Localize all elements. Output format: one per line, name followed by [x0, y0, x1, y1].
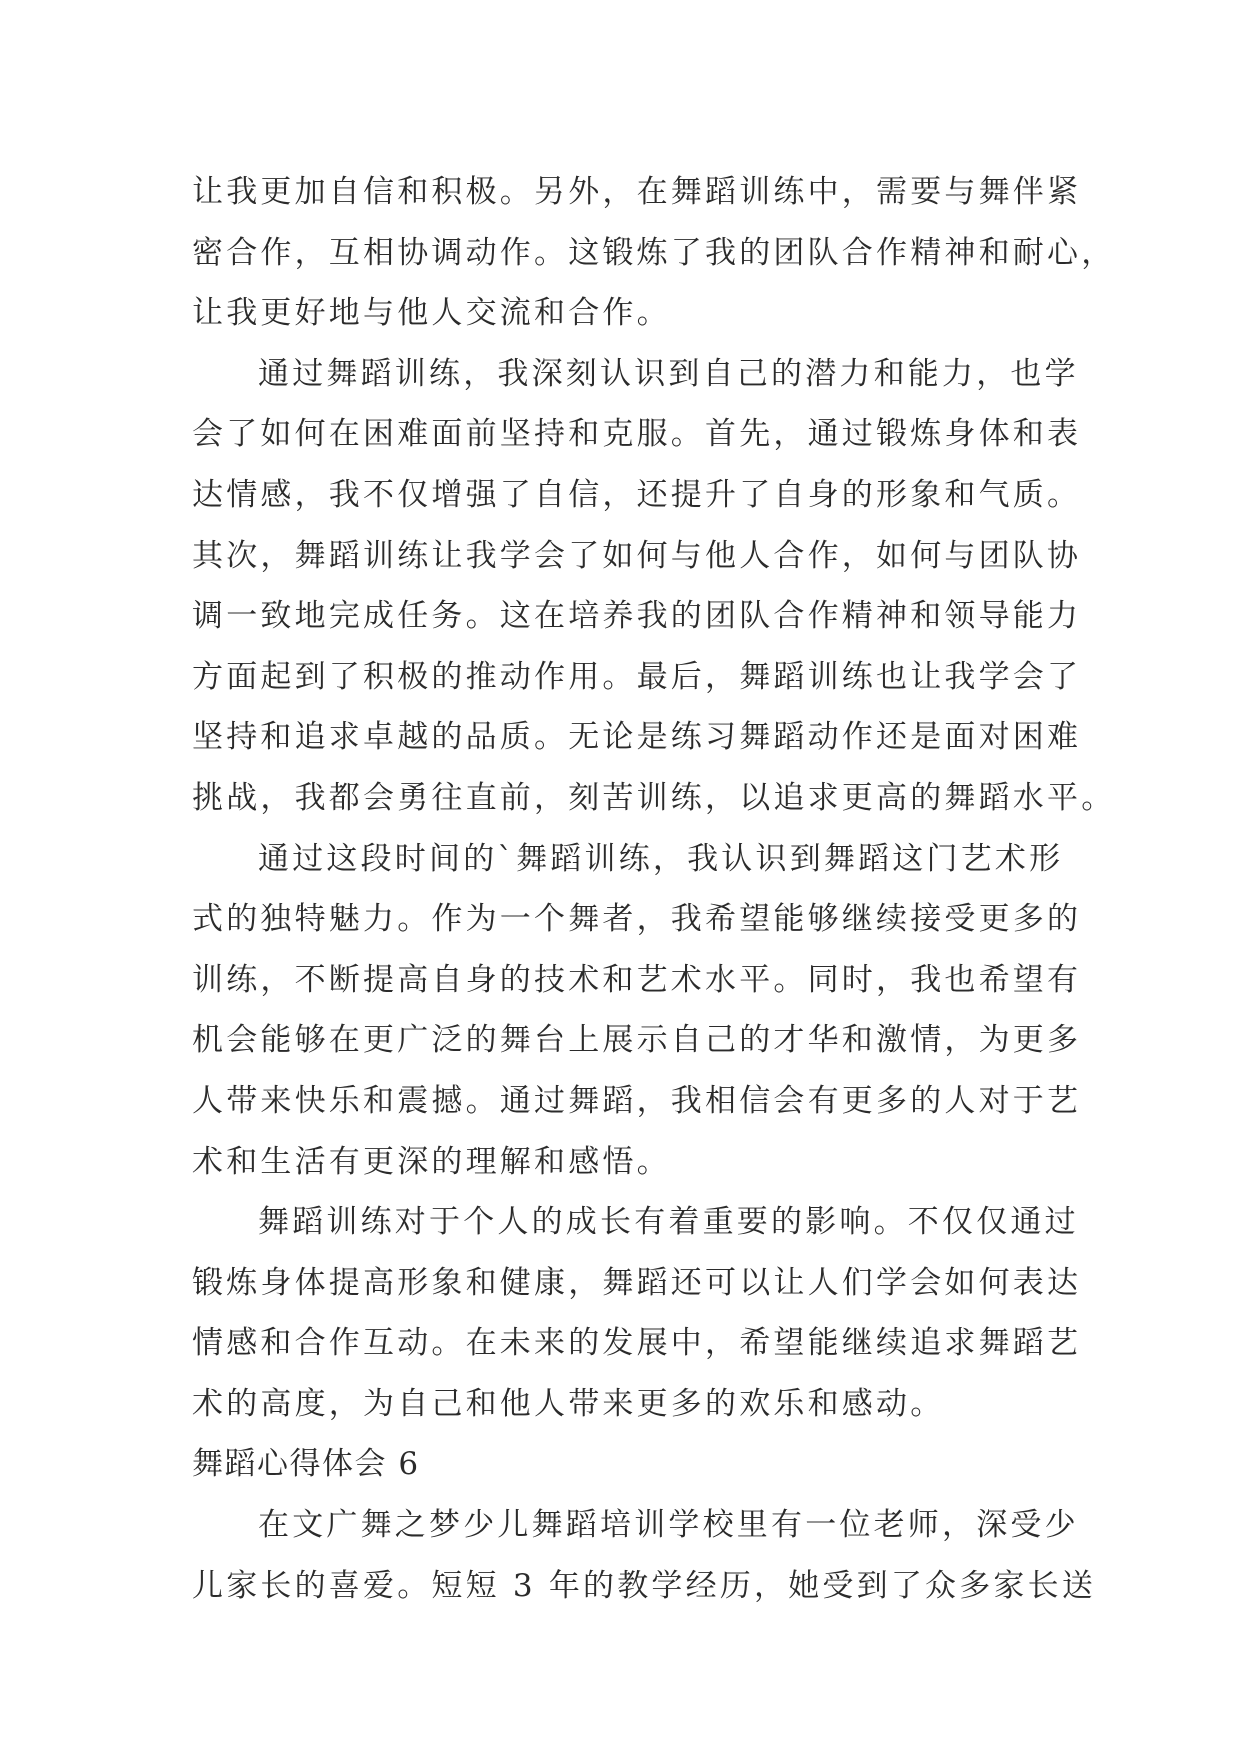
text-line: 术和生活有更深的理解和感悟。: [192, 1143, 671, 1180]
text-line: 让我更加自信和积极。另外，在舞蹈训练中，需要与舞伴紧: [192, 174, 1082, 210]
text-line: 机会能够在更广泛的舞台上展示自己的才华和激情，为更多: [192, 1022, 1082, 1059]
text-line: 会了如何在困难面前坚持和克服。首先，通过锻炼身体和表: [192, 416, 1082, 453]
text-line: 儿家长的喜爱。短短 3 年的教学经历，她受到了众多家长送: [192, 1567, 1097, 1604]
text-line: 在文广舞之梦少儿舞蹈培训学校里有一位老师，深受少: [258, 1507, 1079, 1544]
text-line: 坚持和追求卓越的品质。无论是练习舞蹈动作还是面对困难: [192, 719, 1082, 756]
text-line: 密合作，互相协调动作。这锻炼了我的团队合作精神和耐心，: [192, 234, 1116, 271]
section-heading: 舞蹈心得体会 6: [192, 1446, 420, 1483]
text-line: 让我更好地与他人交流和合作。: [192, 295, 671, 332]
text-line: 情感和合作互动。在未来的发展中，希望能继续追求舞蹈艺: [192, 1325, 1082, 1362]
text-line: 术的高度，为自己和他人带来更多的欢乐和感动。: [192, 1385, 945, 1422]
text-line: 通过这段时间的`舞蹈训练，我认识到舞蹈这门艺术形: [258, 840, 1064, 877]
text-line: 式的独特魅力。作为一个舞者，我希望能够继续接受更多的: [192, 901, 1082, 938]
text-line: 调一致地完成任务。这在培养我的团队合作精神和领导能力: [192, 598, 1082, 635]
text-line: 舞蹈训练对于个人的成长有着重要的影响。不仅仅通过: [258, 1204, 1079, 1241]
text-line: 方面起到了积极的推动作用。最后，舞蹈训练也让我学会了: [192, 658, 1082, 695]
document-body: [192, 162, 1116, 1616]
text-line: 人带来快乐和震撼。通过舞蹈，我相信会有更多的人对于艺: [192, 1082, 1082, 1119]
text-line: 锻炼身体提高形象和健康，舞蹈还可以让人们学会如何表达: [192, 1264, 1082, 1301]
text-line: 其次，舞蹈训练让我学会了如何与他人合作，如何与团队协: [192, 537, 1082, 574]
text-line: 训练，不断提高自身的技术和艺术水平。同时，我也希望有: [192, 961, 1082, 998]
text-line: 通过舞蹈训练，我深刻认识到自己的潜力和能力，也学: [258, 355, 1079, 392]
text-line: 达情感，我不仅增强了自信，还提升了自身的形象和气质。: [192, 476, 1082, 513]
text-line: 挑战，我都会勇往直前，刻苦训练，以追求更高的舞蹈水平。: [192, 779, 1116, 816]
